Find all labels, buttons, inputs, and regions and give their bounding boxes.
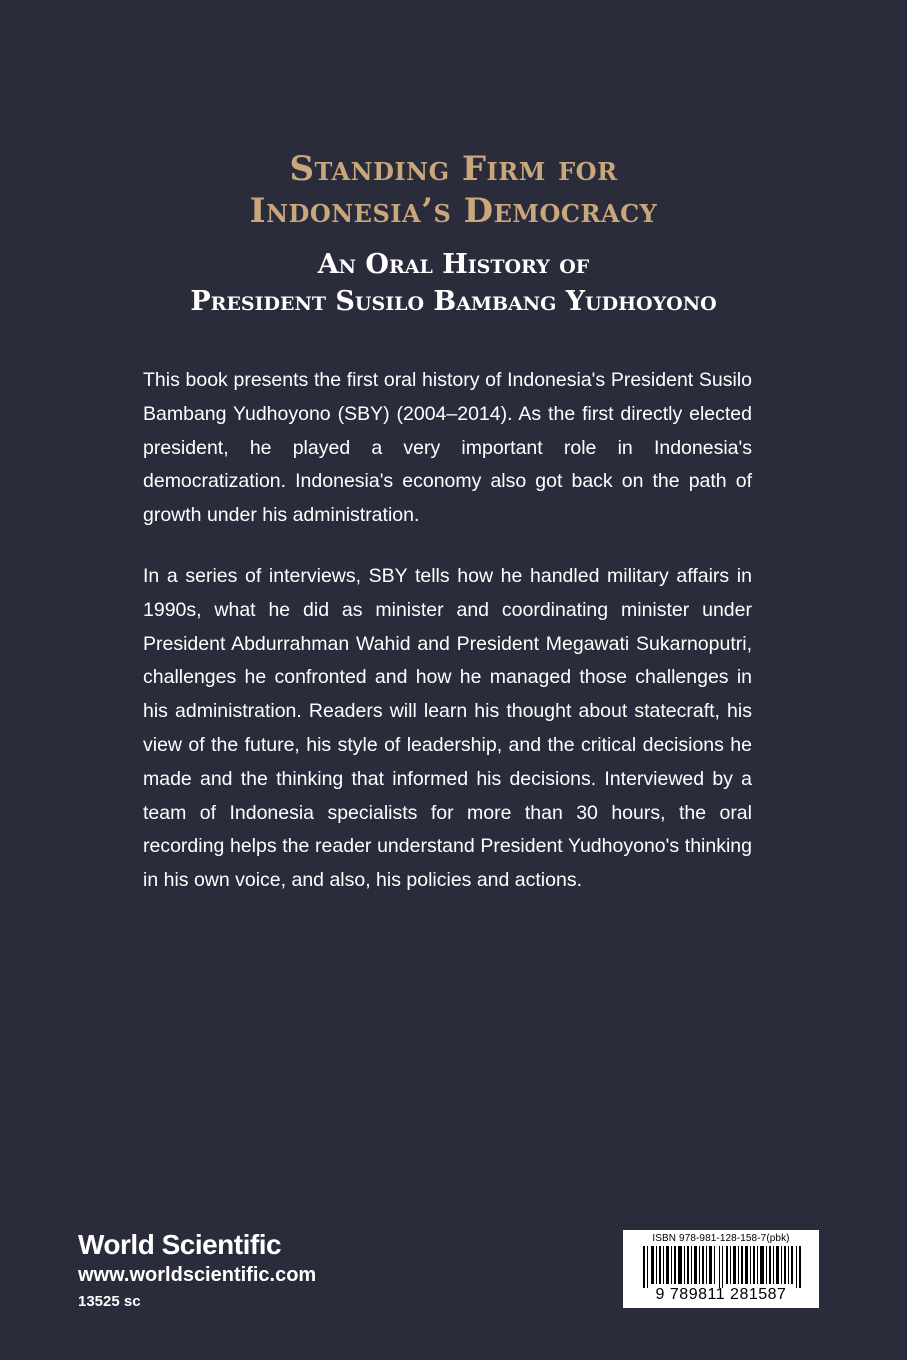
book-subtitle — [0, 246, 907, 320]
book-subtitle-line-1: An Oral History of — [317, 249, 590, 280]
book-subtitle-line-2: President Susilo Bambang Yudhoyono — [190, 286, 717, 317]
isbn-label: ISBN 978-981-128-158-7(pbk) — [652, 1233, 790, 1244]
book-title — [0, 148, 907, 232]
publisher-name: World Scientific — [78, 1229, 282, 1260]
book-title-line-1: Standing Firm for — [289, 149, 618, 189]
publisher-block — [78, 1228, 316, 1312]
blurb — [143, 364, 752, 925]
barcode-panel — [623, 1230, 819, 1308]
catalog-code: 13525 sc — [78, 1293, 141, 1310]
blurb-paragraph-1: This book presents the first oral history of Indonesia's President Susilo Bambang Yudhoyono (SBY) (2004–2014). As the first directly elected president, he played a very important role in Indonesia's democratization. Indonesia's economy also got back on the path of growth under his administration. — [143, 369, 752, 527]
publisher-url: www.worldscientific.com — [78, 1264, 317, 1286]
blurb-paragraph-2: In a series of interviews, SBY tells how he handled military affairs in 1990s, what he did as minister and coordinating minister under President Abdurrahman Wahid and President Megawati Sukarnoputri, challenges he confronted and how he managed those challenges in his administration. Readers will learn his thought about statecraft, his view of the future, his style of leadership, and the critical decisions he made and the thinking that informed his decisions. Interviewed by a team of Indonesia specialists for more than 30 hours, the oral recording helps the reader understand President Yudhoyono's thinking in his own voice, and also, his policies and actions. — [143, 564, 752, 892]
barcode-icon — [643, 1246, 803, 1288]
barcode-digits: 9 789811 281587 — [655, 1286, 787, 1303]
book-title-line-2: Indonesia’s Democracy — [249, 191, 658, 231]
title-block — [0, 148, 907, 320]
